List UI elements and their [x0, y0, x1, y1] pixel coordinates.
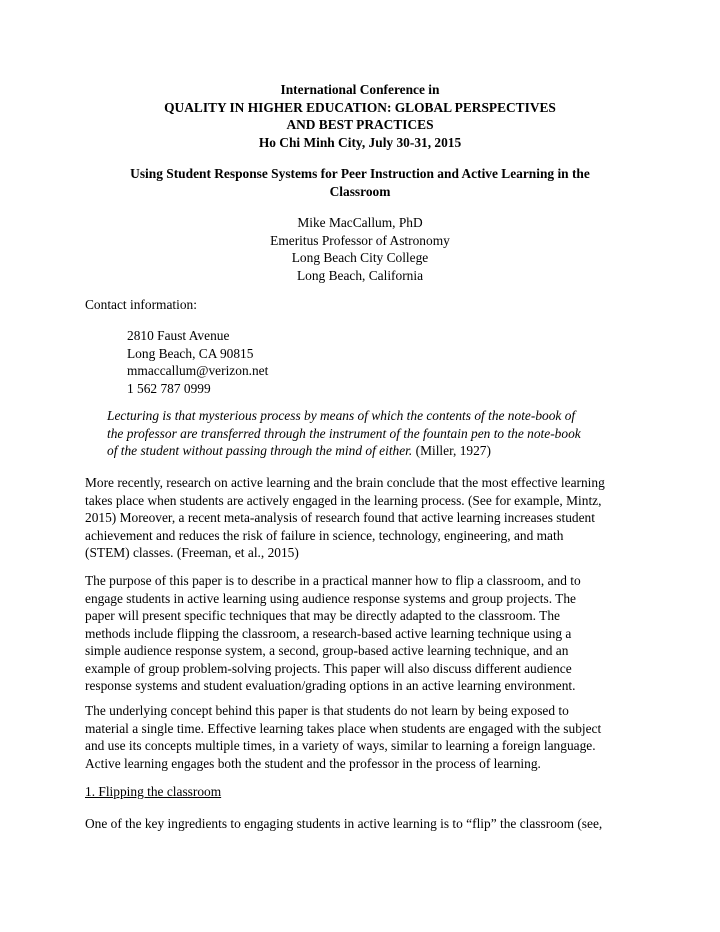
paragraph-line: The purpose of this paper is to describe in a practical manner how to flip a classroom, and to — [85, 573, 581, 588]
paragraph-line: and use its concepts multiple times, in a variety of ways, similar to learning a foreign language. — [85, 738, 596, 753]
paragraph-line: achievement and reduces the risk of failure in science, technology, engineering, and math — [85, 527, 564, 543]
paragraph-line: More recently, research on active learning and the brain conclude that the most effective learning — [85, 475, 605, 490]
paragraph-line: material a single time. Effective learning takes place when students are engaged with the subject — [85, 720, 602, 736]
paragraph-line: engage students in active learning using audience response systems and group projects. The — [85, 590, 576, 606]
quote-line: Lecturing is that mysterious process by means of which the contents of the note-book of — [107, 408, 576, 423]
conference-header-line: International Conference in — [280, 82, 440, 97]
paragraph-line: response systems and student evaluation/grading options in an active learning environment. — [85, 678, 576, 693]
paragraph-line: methods include flipping the classroom, a research-based active learning technique using a — [85, 625, 572, 641]
paper-title — [80, 165, 640, 200]
paragraph-purpose — [85, 572, 645, 695]
contact-phone: 1 562 787 0999 — [127, 380, 211, 396]
epigraph-quote — [107, 407, 637, 460]
quote-citation: (Miller, 1927) — [412, 443, 491, 458]
paragraph-line: One of the key ingredients to engaging students in active learning is to “flip” the classroom (see, — [85, 816, 603, 831]
paragraph-line: paper will present specific techniques that may be directly adapted to the classroom. The — [85, 608, 560, 623]
conference-header-line: QUALITY IN HIGHER EDUCATION: GLOBAL PERSPECTIVES — [164, 99, 556, 115]
paragraph-active-learning-research — [85, 474, 645, 562]
section-heading-flipping: 1. Flipping the classroom — [85, 784, 222, 799]
paragraph-line: simple audience response system, a second, group-based active learning technique, and an — [85, 643, 569, 658]
conference-header — [80, 81, 640, 151]
paragraph-line: example of group problem-solving projects. This paper will also discuss different audience — [85, 660, 572, 676]
author-block — [80, 214, 640, 284]
contact-address — [127, 327, 268, 397]
author-position: Emeritus Professor of Astronomy — [270, 232, 450, 248]
contact-email: mmaccallum@verizon.net — [127, 363, 269, 378]
contact-label: Contact information: — [85, 297, 197, 312]
paragraph-line: The underlying concept behind this paper is that students do not learn by being exposed to — [85, 703, 569, 718]
paragraph-underlying-concept — [85, 702, 645, 772]
author-name: Mike MacCallum, PhD — [297, 215, 423, 230]
paragraph-line: takes place when students are actively engaged in the learning process. (See for example, Mintz, — [85, 492, 602, 508]
author-institution: Long Beach City College — [291, 250, 429, 265]
author-location: Long Beach, California — [296, 267, 424, 283]
paragraph-line: (STEM) classes. (Freeman, et al., 2015) — [85, 545, 299, 560]
paragraph-line: Active learning engages both the student and the professor in the process of learning. — [85, 755, 541, 771]
conference-header-line: AND BEST PRACTICES — [286, 117, 434, 132]
conference-header-line: Ho Chi Minh City, July 30-31, 2015 — [258, 134, 462, 150]
paper-title-line: Classroom — [329, 183, 391, 199]
paragraph-flipping-intro — [85, 815, 645, 833]
contact-city: Long Beach, CA 90815 — [127, 345, 254, 361]
contact-street: 2810 Faust Avenue — [127, 328, 230, 343]
paragraph-line: 2015) Moreover, a recent meta-analysis of research found that active learning increases student — [85, 510, 595, 525]
paper-title-line: Using Student Response Systems for Peer Instruction and Active Learning in the — [130, 166, 590, 181]
quote-line: the professor are transferred through the instrument of the fountain pen to the note-book — [107, 425, 581, 441]
quote-line: of the student without passing through the mind of either. — [107, 443, 413, 458]
